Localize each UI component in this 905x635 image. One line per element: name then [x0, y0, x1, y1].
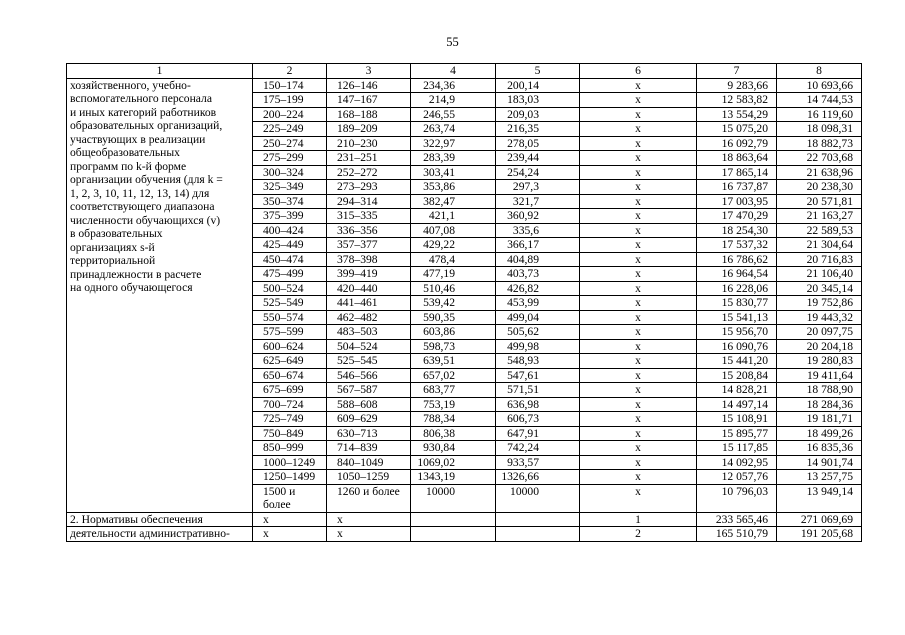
table-cell: 16 786,62	[697, 252, 777, 267]
table-cell: 18 863,64	[697, 151, 777, 166]
table-cell: 20 716,83	[777, 252, 862, 267]
column-header-1: 1	[67, 64, 253, 79]
table-cell: 20 238,30	[777, 180, 862, 195]
table-cell: 357–377	[327, 238, 411, 253]
table-cell: 399–419	[327, 267, 411, 282]
table-cell: 22 703,68	[777, 151, 862, 166]
table-cell: 294–314	[327, 194, 411, 209]
table-cell: 19 443,32	[777, 310, 862, 325]
table-cell: 15 895,77	[697, 426, 777, 441]
table-cell: 15 541,13	[697, 310, 777, 325]
table-cell: 297,3	[496, 180, 580, 195]
table-cell: х	[580, 354, 697, 369]
column-header-5: 5	[496, 64, 580, 79]
table-cell: х	[580, 136, 697, 151]
table-cell: х	[580, 325, 697, 340]
table-cell: х	[327, 527, 411, 542]
table-cell: 168–188	[327, 107, 411, 122]
table-cell: 407,08	[411, 223, 496, 238]
table-cell: 14 497,14	[697, 397, 777, 412]
table-cell: 499,04	[496, 310, 580, 325]
table-cell: 321,7	[496, 194, 580, 209]
table-cell: 504–524	[327, 339, 411, 354]
page-number: 55	[446, 35, 459, 49]
table-cell: 630–713	[327, 426, 411, 441]
table-cell: 609–629	[327, 412, 411, 427]
table-cell: х	[580, 397, 697, 412]
table-cell: 150–174	[253, 78, 327, 93]
section2-label: 2. Нормативы обеспечения	[67, 512, 253, 527]
table-cell: 14 092,95	[697, 455, 777, 470]
table-cell: 567–587	[327, 383, 411, 398]
table-cell: 325–349	[253, 180, 327, 195]
table-cell: 429,22	[411, 238, 496, 253]
table-cell: 525–549	[253, 296, 327, 311]
table-cell: 14 828,21	[697, 383, 777, 398]
table-cell: 700–724	[253, 397, 327, 412]
table-cell: 353,86	[411, 180, 496, 195]
table-cell: 420–440	[327, 281, 411, 296]
table-cell: 19 411,64	[777, 368, 862, 383]
table-cell: 246,55	[411, 107, 496, 122]
table-cell: 315–335	[327, 209, 411, 224]
table-cell: 933,57	[496, 455, 580, 470]
table-cell: 15 830,77	[697, 296, 777, 311]
table-cell: 20 345,14	[777, 281, 862, 296]
table-cell: 275–299	[253, 151, 327, 166]
table-cell: 21 106,40	[777, 267, 862, 282]
table-cell: 571,51	[496, 383, 580, 398]
table-cell: 425–449	[253, 238, 327, 253]
table-cell: 840–1049	[327, 455, 411, 470]
table-cell: 462–482	[327, 310, 411, 325]
table-cell: 1250–1499	[253, 470, 327, 485]
table-cell: х	[580, 238, 697, 253]
table-cell: 588–608	[327, 397, 411, 412]
table-cell: х	[253, 527, 327, 542]
table-cell: 499,98	[496, 339, 580, 354]
table-cell: 9 283,66	[697, 78, 777, 93]
table-cell: 19 181,71	[777, 412, 862, 427]
column-header-8: 8	[777, 64, 862, 79]
table-cell: 1326,66	[496, 470, 580, 485]
table-cell	[496, 527, 580, 542]
column-header-4: 4	[411, 64, 496, 79]
table-cell: 683,77	[411, 383, 496, 398]
table-cell: 22 589,53	[777, 223, 862, 238]
table-cell: 1260 и более	[327, 484, 411, 512]
table-cell: 930,84	[411, 441, 496, 456]
table-cell	[411, 527, 496, 542]
table-cell: 850–999	[253, 441, 327, 456]
table-cell: 19 280,83	[777, 354, 862, 369]
table-cell: 421,1	[411, 209, 496, 224]
header-row	[67, 64, 862, 79]
table-cell: х	[580, 107, 697, 122]
table-cell: 263,74	[411, 122, 496, 137]
table-cell: 375–399	[253, 209, 327, 224]
table-cell: 1050–1259	[327, 470, 411, 485]
table-cell: 546–566	[327, 368, 411, 383]
table-cell: х	[580, 339, 697, 354]
table-cell: 647,91	[496, 426, 580, 441]
table-cell: 1	[580, 512, 697, 527]
section2-row	[67, 512, 862, 527]
table-cell: 18 098,31	[777, 122, 862, 137]
table-cell: 10000	[496, 484, 580, 512]
table-cell: х	[580, 165, 697, 180]
table-cell: х	[580, 151, 697, 166]
column-header-2: 2	[253, 64, 327, 79]
table-cell: 200,14	[496, 78, 580, 93]
table-cell: 548,93	[496, 354, 580, 369]
table-body	[67, 78, 862, 541]
table-cell: 231–251	[327, 151, 411, 166]
table-cell: х	[580, 470, 697, 485]
table-cell: 650–674	[253, 368, 327, 383]
table-cell: 183,03	[496, 93, 580, 108]
table-cell: 147–167	[327, 93, 411, 108]
table-cell: 15 441,20	[697, 354, 777, 369]
table-cell: х	[580, 194, 697, 209]
table-cell: 382,47	[411, 194, 496, 209]
table-cell: 21 638,96	[777, 165, 862, 180]
table-cell: 13 257,75	[777, 470, 862, 485]
table-cell: х	[580, 296, 697, 311]
table-cell: 539,42	[411, 296, 496, 311]
table-cell: х	[580, 368, 697, 383]
table-cell: 400–424	[253, 223, 327, 238]
table-cell: 639,51	[411, 354, 496, 369]
table-cell: 366,17	[496, 238, 580, 253]
table-cell: 216,35	[496, 122, 580, 137]
table-cell: 126–146	[327, 78, 411, 93]
table-cell: 426,82	[496, 281, 580, 296]
table-cell: 15 956,70	[697, 325, 777, 340]
table-cell: 283,39	[411, 151, 496, 166]
table-cell: 271 069,69	[777, 512, 862, 527]
table-cell: 483–503	[327, 325, 411, 340]
table-cell: 453,99	[496, 296, 580, 311]
table-cell: 441–461	[327, 296, 411, 311]
table-cell: 1069,02	[411, 455, 496, 470]
table-cell: 547,61	[496, 368, 580, 383]
table-cell: 378–398	[327, 252, 411, 267]
table-cell: 21 163,27	[777, 209, 862, 224]
table-cell: 590,35	[411, 310, 496, 325]
table-cell: х	[580, 122, 697, 137]
table-cell: 210–230	[327, 136, 411, 151]
table-cell: х	[580, 252, 697, 267]
table-cell: 350–374	[253, 194, 327, 209]
table-cell: 20 204,18	[777, 339, 862, 354]
table-cell: 10 796,03	[697, 484, 777, 512]
table-cell: 16 835,36	[777, 441, 862, 456]
table-cell: 234,36	[411, 78, 496, 93]
table-cell: 10 693,66	[777, 78, 862, 93]
table-cell: 175–199	[253, 93, 327, 108]
table-cell: х	[580, 281, 697, 296]
group-description: хозяйственного, учебно- вспомогательного персонала и иных категорий работников образовательных организаций, участвующих в реализации общеобразовательных программ по k-й форме организации обучения (для k = 1, 2, 3, 10, 11, 12, 13, 14) для соответствующего диапазона численности обучающихся (v) в образовательных организациях s-й территориальной принадлежности в расчете на одного обучающегося	[67, 78, 253, 512]
table-cell: 18 788,90	[777, 383, 862, 398]
table-cell: 18 882,73	[777, 136, 862, 151]
table-cell: 20 097,75	[777, 325, 862, 340]
table-cell: 17 470,29	[697, 209, 777, 224]
table-cell: 233 565,46	[697, 512, 777, 527]
table-cell: х	[580, 93, 697, 108]
table-cell: 606,73	[496, 412, 580, 427]
table-cell: х	[580, 78, 697, 93]
table-cell: 404,89	[496, 252, 580, 267]
table-cell: 239,44	[496, 151, 580, 166]
section2-row	[67, 527, 862, 542]
table-cell: х	[580, 267, 697, 282]
table-cell: х	[580, 223, 697, 238]
table-cell: 336–356	[327, 223, 411, 238]
table-cell: 250–274	[253, 136, 327, 151]
column-header-3: 3	[327, 64, 411, 79]
table-cell: 714–839	[327, 441, 411, 456]
table-cell: 13 554,29	[697, 107, 777, 122]
table-cell: 598,73	[411, 339, 496, 354]
table-cell: 806,38	[411, 426, 496, 441]
table-cell	[496, 512, 580, 527]
table-cell: х	[580, 180, 697, 195]
table-cell: 322,97	[411, 136, 496, 151]
table-cell: 475–499	[253, 267, 327, 282]
table-cell: х	[580, 209, 697, 224]
table-cell: 189–209	[327, 122, 411, 137]
table-cell: 18 499,26	[777, 426, 862, 441]
table-cell: 753,19	[411, 397, 496, 412]
table-cell: 254,24	[496, 165, 580, 180]
table-cell: 14 901,74	[777, 455, 862, 470]
table-cell: 625–649	[253, 354, 327, 369]
table-cell: 750–849	[253, 426, 327, 441]
table-cell: 725–749	[253, 412, 327, 427]
table-cell: 12 057,76	[697, 470, 777, 485]
table-cell: 16 090,76	[697, 339, 777, 354]
table-cell: 500–524	[253, 281, 327, 296]
table-cell: 16 092,79	[697, 136, 777, 151]
table-cell: 209,03	[496, 107, 580, 122]
table-cell: х	[327, 512, 411, 527]
table-cell: 19 752,86	[777, 296, 862, 311]
table-cell: 18 254,30	[697, 223, 777, 238]
table-cell: 165 510,79	[697, 527, 777, 542]
table-cell: 16 737,87	[697, 180, 777, 195]
table-cell: х	[580, 441, 697, 456]
table-cell: 575–599	[253, 325, 327, 340]
table-cell: 225–249	[253, 122, 327, 137]
table-cell: 675–699	[253, 383, 327, 398]
table-cell: 505,62	[496, 325, 580, 340]
table-cell: 603,86	[411, 325, 496, 340]
table-cell: 525–545	[327, 354, 411, 369]
table-cell: х	[580, 455, 697, 470]
table-cell: 300–324	[253, 165, 327, 180]
table-cell: 12 583,82	[697, 93, 777, 108]
table-cell: 16 119,60	[777, 107, 862, 122]
table-cell: 21 304,64	[777, 238, 862, 253]
table-cell: 16 228,06	[697, 281, 777, 296]
section2-label: деятельности административно-	[67, 527, 253, 542]
table-cell: х	[580, 310, 697, 325]
table-cell: х	[580, 426, 697, 441]
table-cell: 20 571,81	[777, 194, 862, 209]
table-cell: 742,24	[496, 441, 580, 456]
table-cell: 16 964,54	[697, 267, 777, 282]
table-cell: 214,9	[411, 93, 496, 108]
table-cell: 636,98	[496, 397, 580, 412]
table-cell: 18 284,36	[777, 397, 862, 412]
table-cell: 510,46	[411, 281, 496, 296]
table-cell: х	[253, 512, 327, 527]
table-cell: х	[580, 412, 697, 427]
table-cell: 252–272	[327, 165, 411, 180]
table-cell: 17 865,14	[697, 165, 777, 180]
table-cell: 788,34	[411, 412, 496, 427]
table-row	[67, 78, 862, 93]
table-cell: 200–224	[253, 107, 327, 122]
table-cell: 1000–1249	[253, 455, 327, 470]
table-cell: 600–624	[253, 339, 327, 354]
table-cell: 1500 и более	[253, 484, 327, 512]
table-cell: 335,6	[496, 223, 580, 238]
table-cell: 360,92	[496, 209, 580, 224]
table-cell: 2	[580, 527, 697, 542]
column-header-7: 7	[697, 64, 777, 79]
table-cell: 17 003,95	[697, 194, 777, 209]
table-cell: 13 949,14	[777, 484, 862, 512]
norms-table	[66, 63, 862, 542]
table-cell: 478,4	[411, 252, 496, 267]
table-cell: 10000	[411, 484, 496, 512]
table-cell: 1343,19	[411, 470, 496, 485]
table-cell: 303,41	[411, 165, 496, 180]
table-cell: 278,05	[496, 136, 580, 151]
table-cell: х	[580, 484, 697, 512]
table-cell: 450–474	[253, 252, 327, 267]
table-cell: 273–293	[327, 180, 411, 195]
table-cell: 191 205,68	[777, 527, 862, 542]
table-cell: 14 744,53	[777, 93, 862, 108]
table-cell: х	[580, 383, 697, 398]
table-cell	[411, 512, 496, 527]
table-cell: 15 108,91	[697, 412, 777, 427]
table-cell: 17 537,32	[697, 238, 777, 253]
table-cell: 403,73	[496, 267, 580, 282]
table-cell: 477,19	[411, 267, 496, 282]
table-cell: 550–574	[253, 310, 327, 325]
table-cell: 15 117,85	[697, 441, 777, 456]
table-cell: 15 075,20	[697, 122, 777, 137]
column-header-6: 6	[580, 64, 697, 79]
table-cell: 657,02	[411, 368, 496, 383]
table-cell: 15 208,84	[697, 368, 777, 383]
